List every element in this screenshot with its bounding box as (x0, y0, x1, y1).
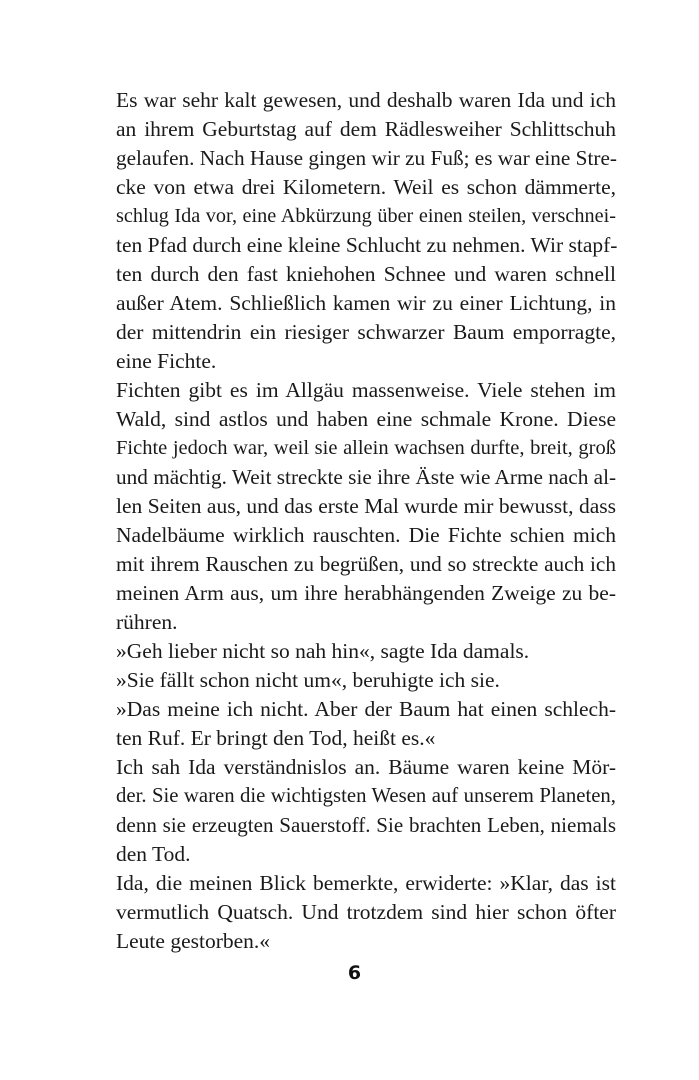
text-line: an ihrem Geburtstag auf dem Rädlesweiher Schlittschuh (116, 117, 616, 141)
text-line: vermutlich Quatsch. Und trotzdem sind hier schon öfter (116, 900, 616, 924)
text-line: meinen Arm aus, um ihre herabhängenden Zweige zu be- (116, 581, 616, 605)
text-line: »Geh lieber nicht so nah hin«, sagte Ida damals. (116, 639, 530, 663)
text-line: schlug Ida vor, eine Abkürzung über einen steilen, verschnei- (116, 205, 616, 227)
body-text (116, 86, 616, 956)
text-line: »Das meine ich nicht. Aber der Baum hat einen schlech- (116, 697, 616, 721)
text-line: mit ihrem Rauschen zu begrüßen, und so streckte auch ich (116, 552, 616, 576)
text-line: ten durch den fast kniehohen Schnee und waren schnell (116, 262, 616, 286)
text-line: rühren. (116, 610, 178, 634)
text-line: Ich sah Ida verständnislos an. Bäume waren keine Mör- (116, 755, 616, 779)
text-line: außer Atem. Schließlich kamen wir zu einer Lichtung, in (116, 291, 616, 315)
text-line: Leute gestorben.« (116, 929, 271, 953)
text-line: ten Ruf. Er bringt den Tod, heißt es.« (116, 726, 436, 750)
text-line: Fichten gibt es im Allgäu massenweise. Viele stehen im (116, 378, 616, 402)
text-line: Wald, sind astlos und haben eine schmale Krone. Diese (116, 407, 616, 431)
text-line: len Seiten aus, und das erste Mal wurde mir bewusst, dass (116, 494, 616, 518)
text-line: der mittendrin ein riesiger schwarzer Baum emporragte, (116, 320, 616, 344)
text-line: denn sie erzeugten Sauerstoff. Sie brachten Leben, niemals (116, 813, 616, 837)
text-line: der. Sie waren die wichtigsten Wesen auf unserem Planeten, (116, 785, 616, 807)
text-line: Fichte jedoch war, weil sie allein wachsen durfte, breit, groß (116, 437, 616, 459)
text-line: ten Pfad durch eine kleine Schlucht zu nehmen. Wir stapf- (116, 233, 618, 257)
text-line: Es war sehr kalt gewesen, und deshalb waren Ida und ich (116, 88, 616, 112)
text-line: Ida, die meinen Blick bemerkte, erwiderte: »Klar, das ist (116, 871, 616, 895)
text-line: gelaufen. Nach Hause gingen wir zu Fuß; es war eine Stre- (116, 146, 617, 170)
text-line: eine Fichte. (116, 349, 217, 373)
text-line: Nadelbäume wirklich rauschten. Die Fichte schien mich (116, 523, 616, 547)
text-line: den Tod. (116, 842, 191, 866)
page-number: 6 (347, 962, 362, 984)
text-line: und mächtig. Weit streckte sie ihre Äste wie Arme nach al- (116, 465, 617, 489)
text-line: »Sie fällt schon nicht um«, beruhigte ich sie. (116, 668, 500, 692)
text-line: cke von etwa drei Kilometern. Weil es schon dämmerte, (116, 175, 616, 199)
